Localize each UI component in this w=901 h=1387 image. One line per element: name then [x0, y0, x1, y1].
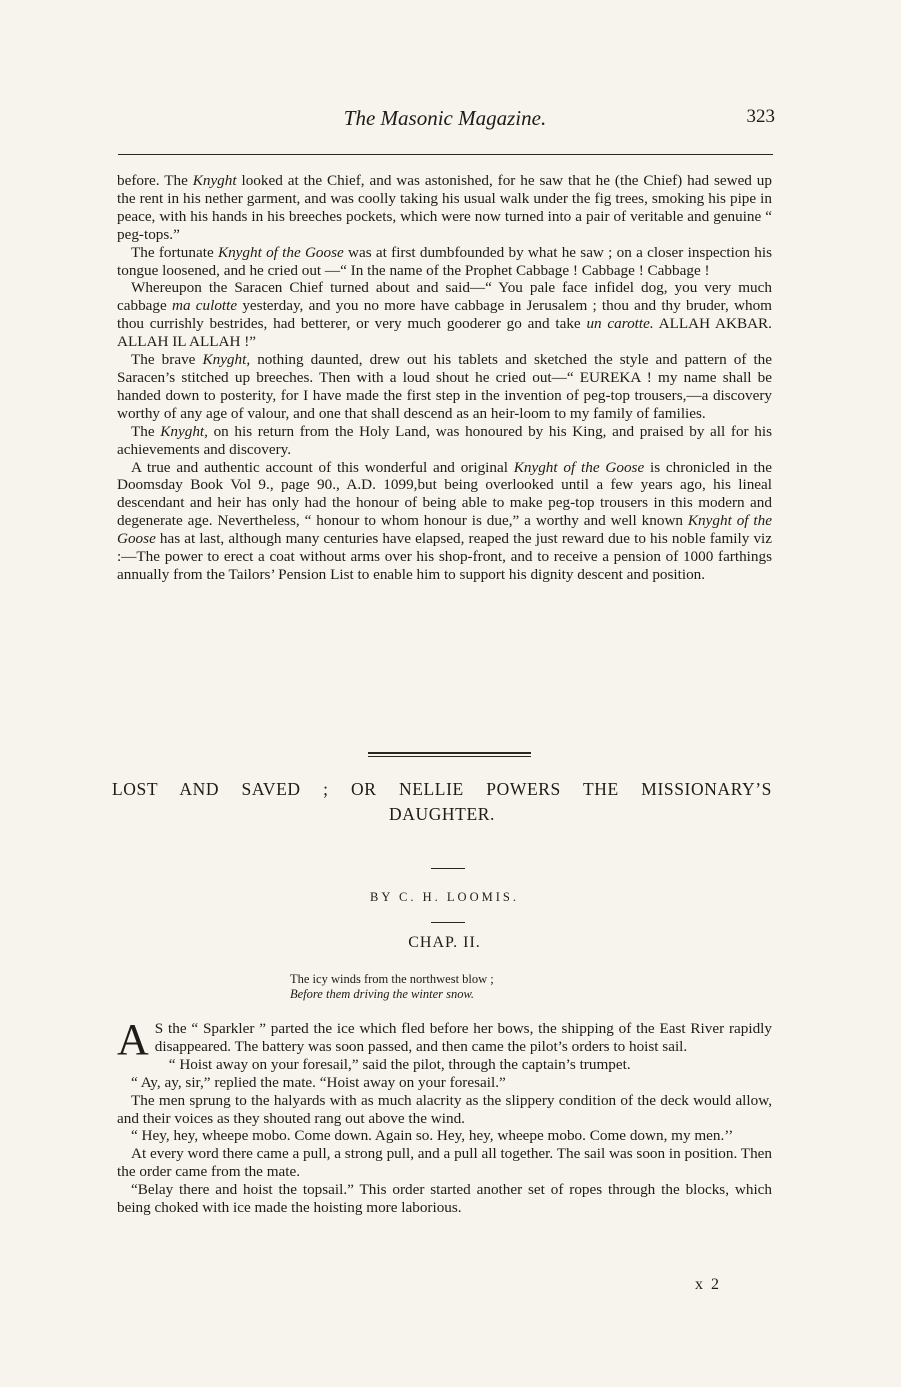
- article-title: [112, 777, 772, 827]
- paragraph: [117, 1092, 772, 1128]
- paragraph-text: “ Ay, ay, sir,” replied the mate. “Hoist away on your foresail.”: [131, 1073, 506, 1091]
- italic-text: Knyght of the Goose: [217, 243, 344, 261]
- text-run: looked at the Chief, and was astonished, for he saw that he (the Chief) had sewed up the rent in his nether garment, and was coolly taking his usual walk under the fig trees, smoking his pipe in peace, with his hands in his breeches pockets, which were now turned into a pair of veritable and genuine “ peg-tops.”: [117, 172, 772, 243]
- text-run: ALLAH AKBAR. ALLAH IL ALLAH !”: [117, 315, 772, 351]
- epigraph-line-2: Before them driving the winter snow.: [290, 987, 475, 1001]
- paragraph: [117, 172, 772, 244]
- byline: BY C. H. LOOMIS.: [370, 890, 519, 904]
- paragraph-text: S the “ Sparkler ” parted the ice which fled before her bows, the shipping of the East River rapidly disappeared. The battery was soon passed, and then came the pilot’s orders to hoist sail.: [154, 1020, 772, 1055]
- text-run: The fortunate: [131, 243, 218, 261]
- text-run: is chronicled in the Doomsday Book Vol 9., page 90., A.D. 1099,but being overlooked until a few years ago, his lineal descendant and heir has only had the honour of being able to make peg-top trousers in this modern and degenerate age. Nevertheless, “ honour to whom honour is due,” a worthy and well known: [117, 458, 772, 530]
- italic-text: Knyght of the Goose: [513, 458, 645, 476]
- paragraph: [117, 1145, 772, 1181]
- text-run: A true and authentic account of this wonderful and original: [131, 458, 514, 476]
- paragraph-text: The men sprung to the halyards with as much alacrity as the slippery condition of the deck would allow, and their voices as they shouted rang out above the wind.: [117, 1091, 772, 1127]
- running-title: The Masonic Magazine.: [343, 106, 547, 130]
- paragraph: [117, 351, 772, 423]
- text-run: nothing daunted, drew out his tablets and sketched the style and pattern of the Saracen’s stitched up breeches. Then with a loud shout he cried out—“ EUREKA ! my name shall be handed down to posterity, for I have made the first step in the invention of peg-top trousers,—a discovery worthy of any age of valour, and one that shall descend as an heir-loom to my family of families.: [117, 351, 772, 422]
- italic-text: Knyght,: [160, 422, 208, 440]
- story-text: [117, 1015, 772, 1217]
- italic-text: ma culotte: [171, 297, 238, 315]
- text-run: before. The: [117, 172, 193, 189]
- text-run: The: [131, 422, 161, 440]
- signature-mark: x 2: [695, 1276, 721, 1293]
- article-title-line-1: LOST AND SAVED ; OR NELLIE POWERS THE MISSIONARY’S: [112, 779, 772, 799]
- divider-thin-rule: [368, 756, 531, 757]
- page-number: 323: [746, 106, 775, 127]
- paragraph: [117, 1074, 772, 1092]
- paragraph-text: At every word there came a pull, a strong pull, and a pull all together. The sail was soon in position. Then the order came from the mate.: [117, 1145, 772, 1181]
- italic-text: un carotte.: [586, 315, 654, 333]
- epigraph-line-1: The icy winds from the northwest blow ;: [290, 972, 494, 986]
- text-run: The brave: [131, 351, 203, 369]
- header-rule: [118, 154, 773, 155]
- article-title-line-2: DAUGHTER.: [388, 804, 496, 824]
- paragraph: [117, 1056, 772, 1074]
- title-rule: [431, 868, 465, 869]
- paragraph: [117, 279, 772, 351]
- paragraph: [117, 244, 772, 280]
- section-divider: [368, 752, 531, 757]
- paragraph-text: “ Hey, hey, wheepe mobo. Come down. Again so. Hey, hey, wheepe mobo. Come down, my men.’’: [131, 1127, 734, 1145]
- paragraph: [117, 1181, 772, 1217]
- text-run: has at last, although many centuries have elapsed, reaped the just reward due to his noble family viz :—The power to erect a coat without arms over his shop-front, and to receive a pension of 1000 farthings annually from the Tailors’ Pension List to enable him to support his dignity descent and position.: [117, 530, 772, 583]
- text-run: yesterday, and you no more have cabbage in Jerusalem ; thou and thy bruder, whom thou currishly bestrides, had betterer, or very much gooderer go and take: [117, 297, 772, 333]
- epigraph: [290, 972, 610, 1002]
- text-run: Whereupon the Saracen Chief turned about and said—“ You pale face infidel dog, you very much cabbage: [117, 279, 772, 315]
- first-article-text: [117, 172, 772, 584]
- paragraph-text: “ Hoist away on your foresail,” said the pilot, through the captain’s trumpet.: [168, 1055, 631, 1073]
- byline-rule: [431, 922, 465, 923]
- paragraph: [117, 1127, 772, 1145]
- italic-text: Knyght,: [202, 351, 251, 369]
- italic-text: Knyght: [192, 172, 237, 189]
- divider-thick-rule: [368, 752, 531, 754]
- paragraph: [117, 423, 772, 459]
- text-run: was at first dumbfounded by what he saw ; on a closer inspection his tongue loosened, and he cried out —“ In the name of the Prophet Cabbage ! Cabbage ! Cabbage !: [117, 243, 773, 279]
- text-run: on his return from the Holy Land, was honoured by his King, and praised by all for his achievements and discovery.: [117, 422, 772, 458]
- paragraph-text: “Belay there and hoist the topsail.” This order started another set of ropes through the blocks, which being choked with ice made the hoisting more laborious.: [117, 1181, 772, 1217]
- page-header: [115, 106, 775, 136]
- chapter-heading: CHAP. II.: [408, 934, 481, 951]
- drop-cap: A: [117, 1015, 149, 1064]
- paragraph: [117, 459, 772, 584]
- italic-text: Knyght of the Goose: [117, 512, 772, 548]
